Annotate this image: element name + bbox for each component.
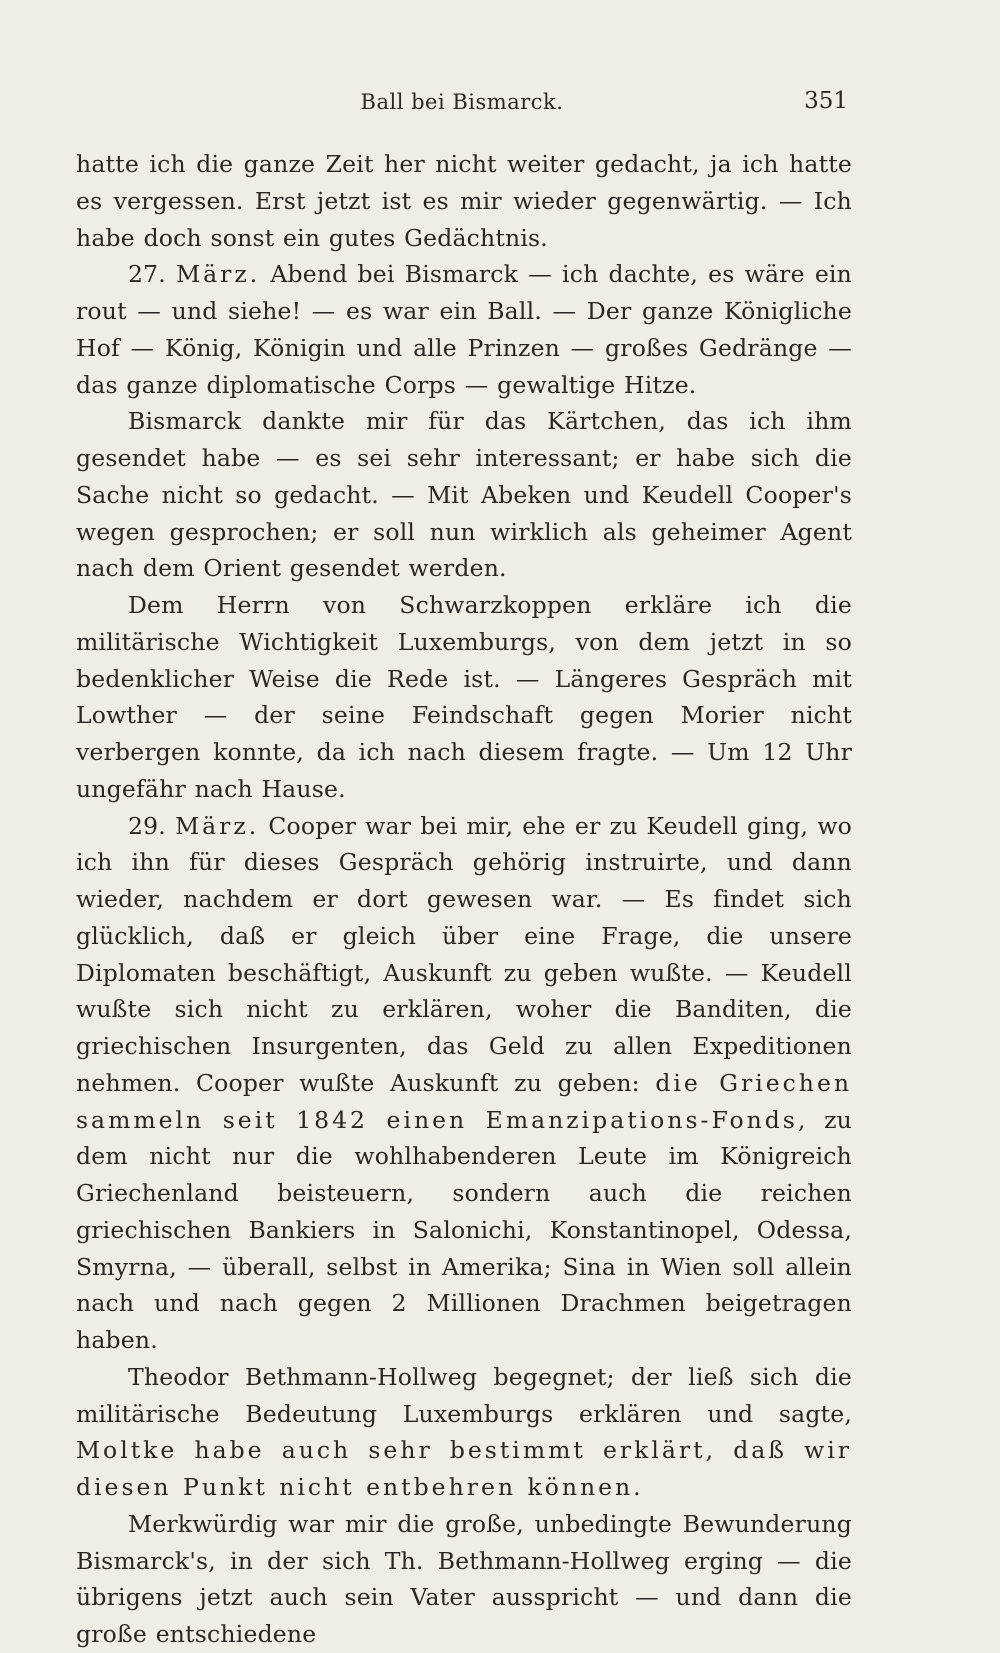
text-segment: Bismarck dankte mir für das Kärtchen, das ich ihm gesendet habe — es sei sehr interessant; er habe sich die Sache nicht so gedacht. — Mit Abeken und Keudell Cooper's wegen gesprochen; er soll nun wirklich als geheimer Agent nach dem Orient gesendet werden. <box>76 407 852 583</box>
text-segment: 27. <box>128 260 177 289</box>
text-segment: Merkwürdig war mir die große, unbedingte Bewunderung Bismarck's, in der sich Th. Bethmann-Hollweg erging — die übrigens jetzt auch sein Vater ausspricht — und dann die große entschiedene <box>76 1509 852 1648</box>
text-segment: Cooper war bei mir, ehe er zu Keudell ging, wo ich ihn für dieses Gespräch gehörig instruirte, und dann wieder, nachdem er dort gewesen war. — Es findet sich glücklich, daß er gleich über eine Frage, die unsere Diplomaten beschäftigt, Auskunft zu geben wußte. — Keudell wußte sich nicht zu erklären, woher die Banditen, die griechischen Insurgenten, das Geld zu allen Expeditionen nehmen. Cooper wußte Auskunft zu geben: <box>76 811 852 1097</box>
paragraph <box>76 1359 852 1506</box>
emphasized-text: März. <box>176 260 261 289</box>
text-segment: hatte ich die ganze Zeit her nicht weiter gedacht, ja ich hatte es vergessen. Erst jetzt ist es mir wieder gegenwärtig. — Ich habe doch sonst ein gutes Gedächtnis. <box>76 150 852 252</box>
running-title: Ball bei Bismarck. <box>360 90 564 114</box>
paragraph <box>76 1506 852 1653</box>
paragraph <box>76 587 852 808</box>
text-segment: Abend bei Bismarck — ich dachte, es wäre ein rout — und siehe! — es war ein Ball. — Der ganze Königliche Hof — König, Königin und alle Prinzen — großes Gedränge — das ganze diplomatische Corps — gewaltige Hitze. <box>76 260 852 399</box>
emphasized-text: März. <box>175 811 260 840</box>
paragraph <box>76 403 852 587</box>
page-number: 351 <box>804 88 848 114</box>
paragraph <box>76 146 852 256</box>
text-segment: zu dem nicht nur die wohlhabenderen Leute im Königreich Griechenland beisteuern, sondern auch die reichen griechischen Bankiers in Salonichi, Konstantinopel, Odessa, Smyrna, — überall, selbst in Amerika; Sina in Wien soll allein nach und nach gegen 2 Millionen Drachmen beigetragen haben. <box>76 1105 852 1354</box>
body-text <box>76 146 852 1653</box>
text-segment: Theodor Bethmann-Hollweg begegnet; der ließ sich die militärische Bedeutung Luxemburgs erklären und sagte, <box>76 1362 852 1428</box>
text-segment: 29. <box>128 811 176 840</box>
paragraph <box>76 808 852 1359</box>
emphasized-text: die Griechen sammeln seit 1842 einen Emanzipations-Fonds, <box>76 1068 852 1134</box>
text-segment: Dem Herrn von Schwarzkoppen erkläre ich die militärische Wichtigkeit Luxemburgs, von dem jetzt in so bedenklicher Weise die Rede ist. — Längeres Gespräch mit Lowther — der seine Feindschaft gegen Morier nicht verbergen konnte, da ich nach diesem fragte. — Um 12 Uhr ungefähr nach Hause. <box>76 591 852 803</box>
emphasized-text: Moltke habe auch sehr bestimmt erklärt, daß wir diesen Punkt nicht entbehren können. <box>76 1436 852 1501</box>
running-head <box>76 84 848 124</box>
paragraph <box>76 256 852 403</box>
